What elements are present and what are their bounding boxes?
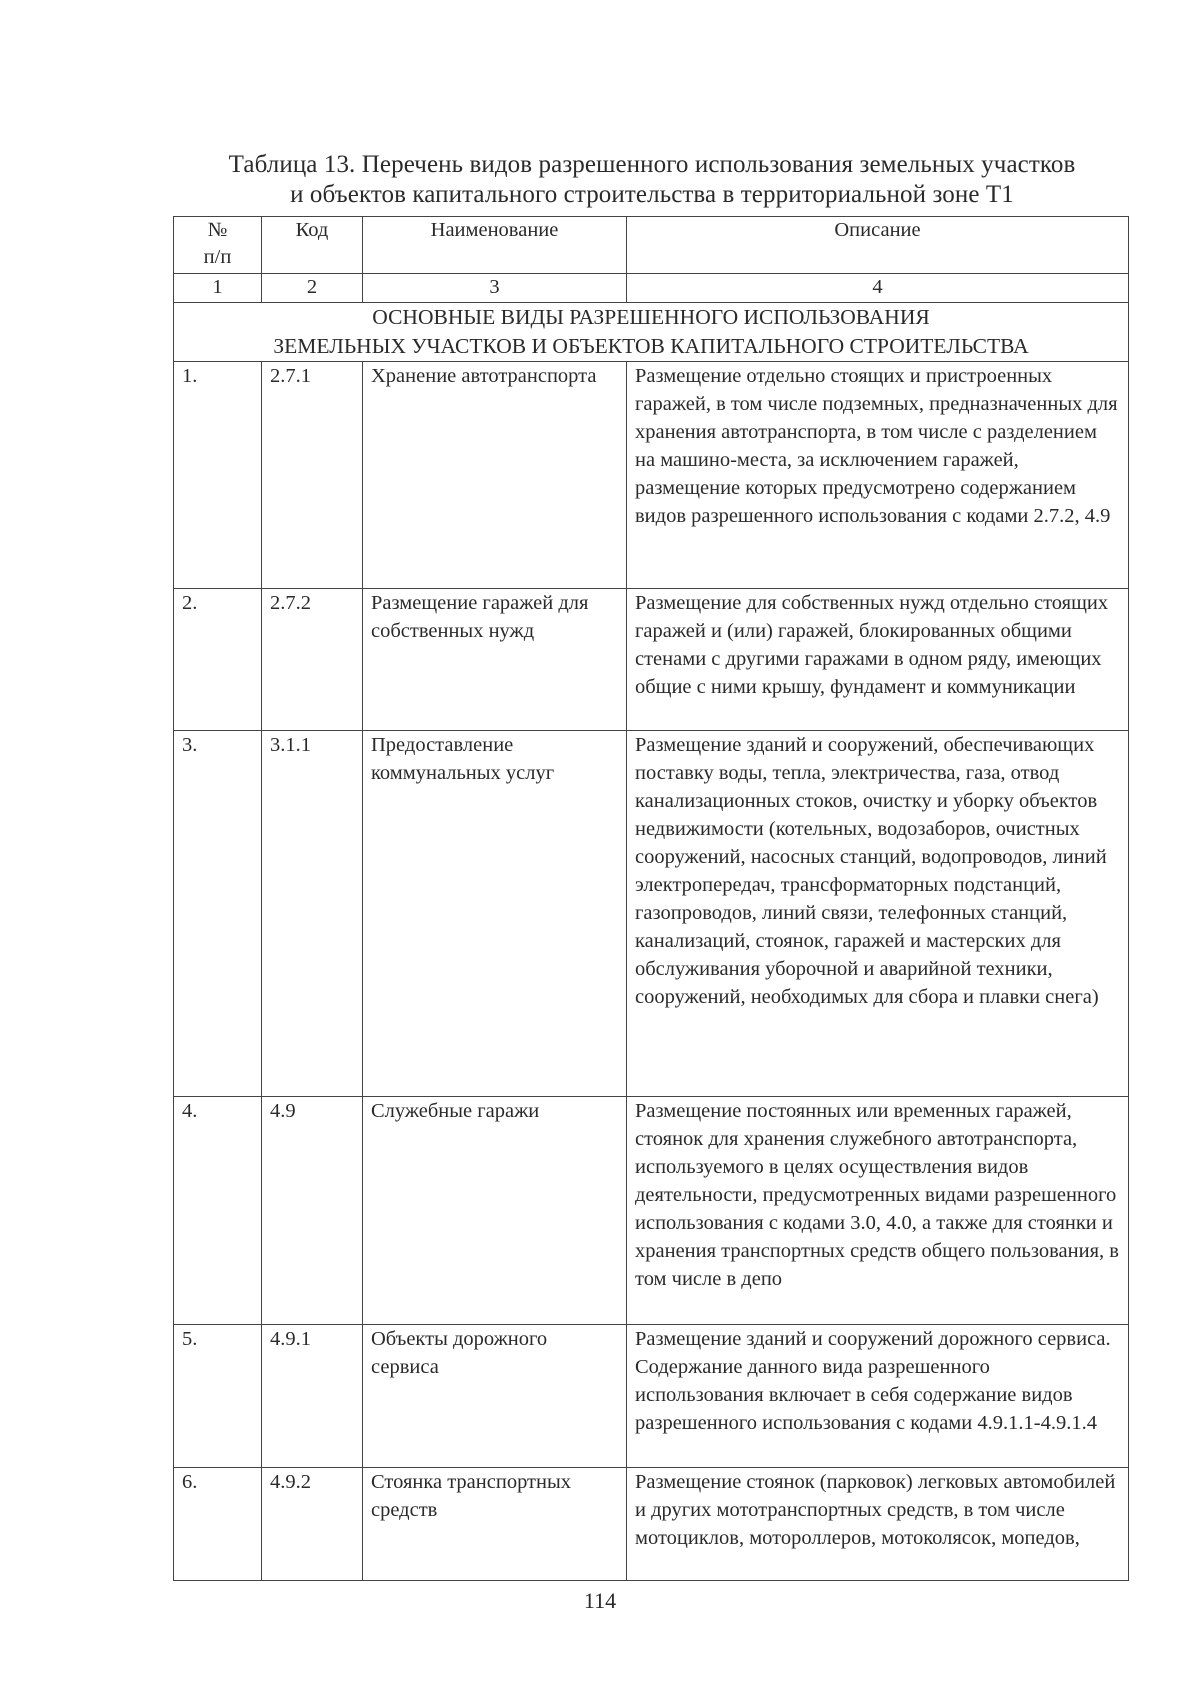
- land-use-table: [173, 216, 1129, 1581]
- header-code: Код: [262, 217, 363, 274]
- row-name: Стоянка транспортных средств: [363, 1468, 627, 1581]
- header-description: Описание: [627, 217, 1129, 274]
- table-row: [174, 1097, 1129, 1325]
- column-number: 4: [627, 274, 1129, 303]
- row-code: 3.1.1: [262, 731, 363, 1097]
- row-number: 4.: [174, 1097, 262, 1325]
- row-name: Объекты дорожного сервиса: [363, 1325, 627, 1468]
- column-number-row: [174, 274, 1129, 303]
- row-name: Служебные гаражи: [363, 1097, 627, 1325]
- section-heading-row: [174, 303, 1129, 362]
- table-title-line-2: и объектов капитального строительства в территориальной зоне Т1: [290, 181, 1014, 208]
- header-number: № п/п: [174, 217, 262, 274]
- row-number: 3.: [174, 731, 262, 1097]
- table-header-row: [174, 217, 1129, 274]
- row-number: 6.: [174, 1468, 262, 1581]
- row-code: 4.9.1: [262, 1325, 363, 1468]
- row-code: 4.9.2: [262, 1468, 363, 1581]
- row-code: 4.9: [262, 1097, 363, 1325]
- row-number: 2.: [174, 589, 262, 731]
- table-row: [174, 589, 1129, 731]
- table-row: [174, 362, 1129, 589]
- row-description: Размещение зданий и сооружений, обеспечивающих поставку воды, тепла, электричества, газа, отвод канализационных стоков, очистку и уборку объектов недвижимости (котельных, водозаборов, очистных сооружений, насосных станций, водопроводов, линий электропередач, трансформаторных подстанций, газопроводов, линий связи, телефонных станций, канализаций, стоянок, гаражей и мастерских для обслуживания уборочной и аварийной техники, сооружений, необходимых для сбора и плавки снега): [627, 731, 1129, 1097]
- column-number: 2: [262, 274, 363, 303]
- table-title: [172, 150, 1132, 210]
- row-code: 2.7.2: [262, 589, 363, 731]
- row-description: Размещение стоянок (парковок) легковых автомобилей и других мототранспортных средств, в том числе мотоциклов, мотороллеров, мотоколясок, мопедов,: [627, 1468, 1129, 1581]
- row-number: 5.: [174, 1325, 262, 1468]
- row-name: Хранение автотранспорта: [363, 362, 627, 589]
- column-number: 3: [363, 274, 627, 303]
- section-heading-line-1: ОСНОВНЫЕ ВИДЫ РАЗРЕШЕННОГО ИСПОЛЬЗОВАНИЯ: [372, 305, 930, 329]
- page-number: 114: [583, 1588, 617, 1613]
- row-description: Размещение постоянных или временных гаражей, стоянок для хранения служебного автотранспорта, используемого в целях осуществления видов деятельности, предусмотренных видами разрешенного использования с кодами 3.0, 4.0, а также для стоянки и хранения транспортных средств общего пользования, в том числе в депо: [627, 1097, 1129, 1325]
- row-name: Предоставление коммунальных услуг: [363, 731, 627, 1097]
- table-row: [174, 731, 1129, 1097]
- header-name: Наименование: [363, 217, 627, 274]
- row-number: 1.: [174, 362, 262, 589]
- row-description: Размещение для собственных нужд отдельно стоящих гаражей и (или) гаражей, блокированных общими стенами с другими гаражами в одном ряду, имеющих общие с ними крышу, фундамент и коммуникации: [627, 589, 1129, 731]
- column-number: 1: [174, 274, 262, 303]
- section-heading-line-2: ЗЕМЕЛЬНЫХ УЧАСТКОВ И ОБЪЕКТОВ КАПИТАЛЬНОГО СТРОИТЕЛЬСТВА: [273, 334, 1029, 358]
- row-code: 2.7.1: [262, 362, 363, 589]
- table-row: [174, 1325, 1129, 1468]
- table-row: [174, 1468, 1129, 1581]
- table-title-line-1: Таблица 13. Перечень видов разрешенного использования земельных участков: [228, 151, 1076, 178]
- section-heading: [174, 303, 1129, 362]
- row-description: Размещение зданий и сооружений дорожного сервиса. Содержание данного вида разрешенного использования включает в себя содержание видов разрешенного использования с кодами 4.9.1.1-4.9.1.4: [627, 1325, 1129, 1468]
- row-name: Размещение гаражей для собственных нужд: [363, 589, 627, 731]
- row-description: Размещение отдельно стоящих и пристроенных гаражей, в том числе подземных, предназначенных для хранения автотранспорта, в том числе с разделением на машино-места, за исключением гаражей, размещение которых предусмотрено содержанием видов разрешенного использования с кодами 2.7.2, 4.9: [627, 362, 1129, 589]
